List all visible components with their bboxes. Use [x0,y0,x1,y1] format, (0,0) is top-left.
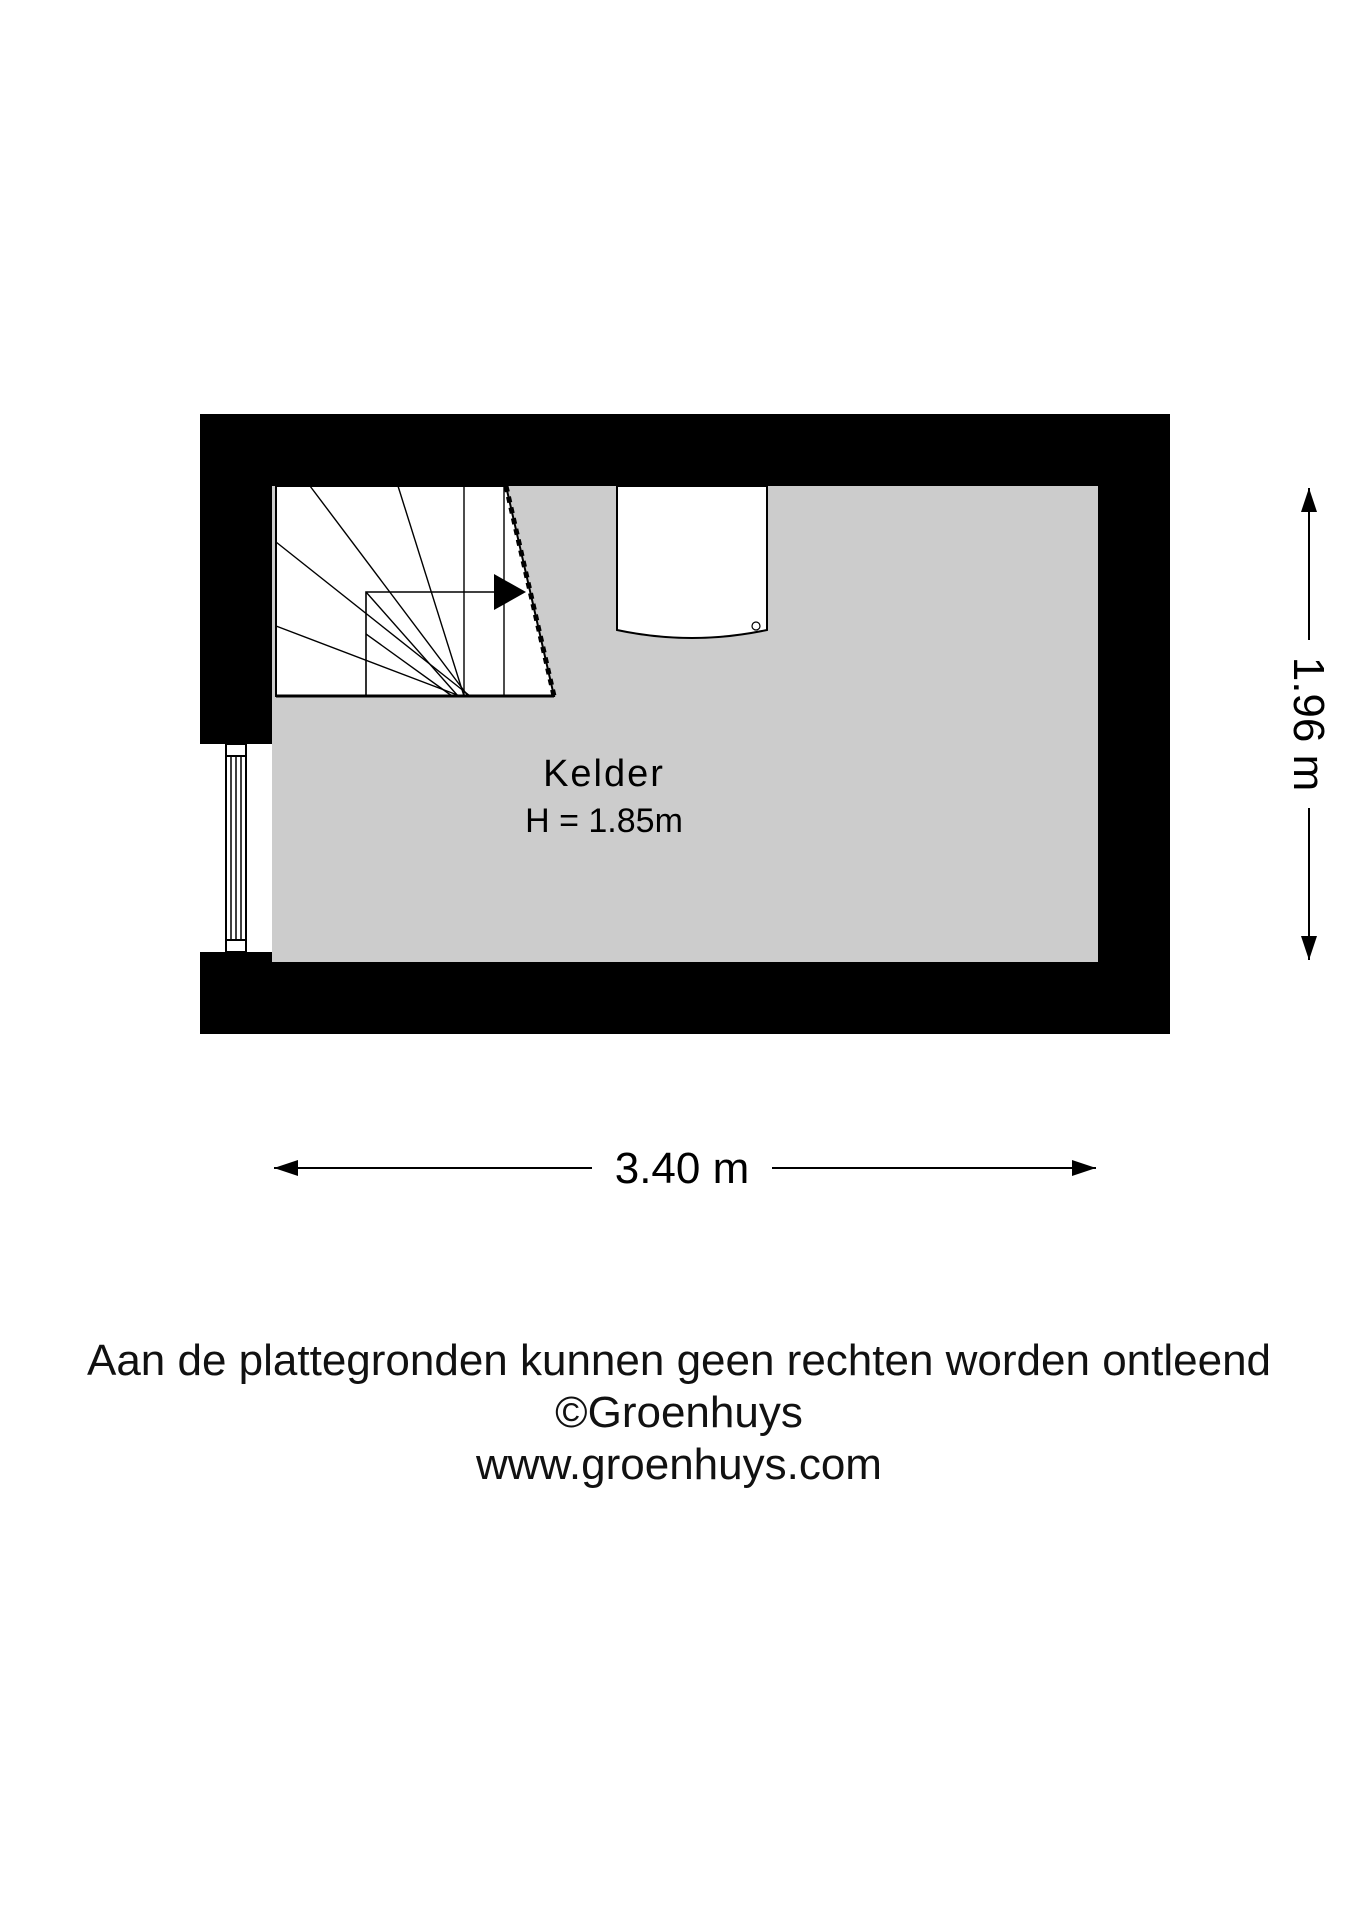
disclaimer-text: Aan de plattegronden kunnen geen rechten worden ontleend [86,1336,1272,1385]
window-icon [226,744,246,952]
room-name: Kelder [543,753,665,795]
copyright-text: ©Groenhuys [555,1388,803,1437]
depth-label: 1.96 m [1284,656,1333,792]
footer [0,1335,1358,1491]
website-link: www.groenhuys.com [476,1440,882,1489]
width-label: 3.40 m [614,1144,750,1193]
room-height: H = 1.85m [525,802,683,840]
boiler-unit-icon [617,486,767,638]
